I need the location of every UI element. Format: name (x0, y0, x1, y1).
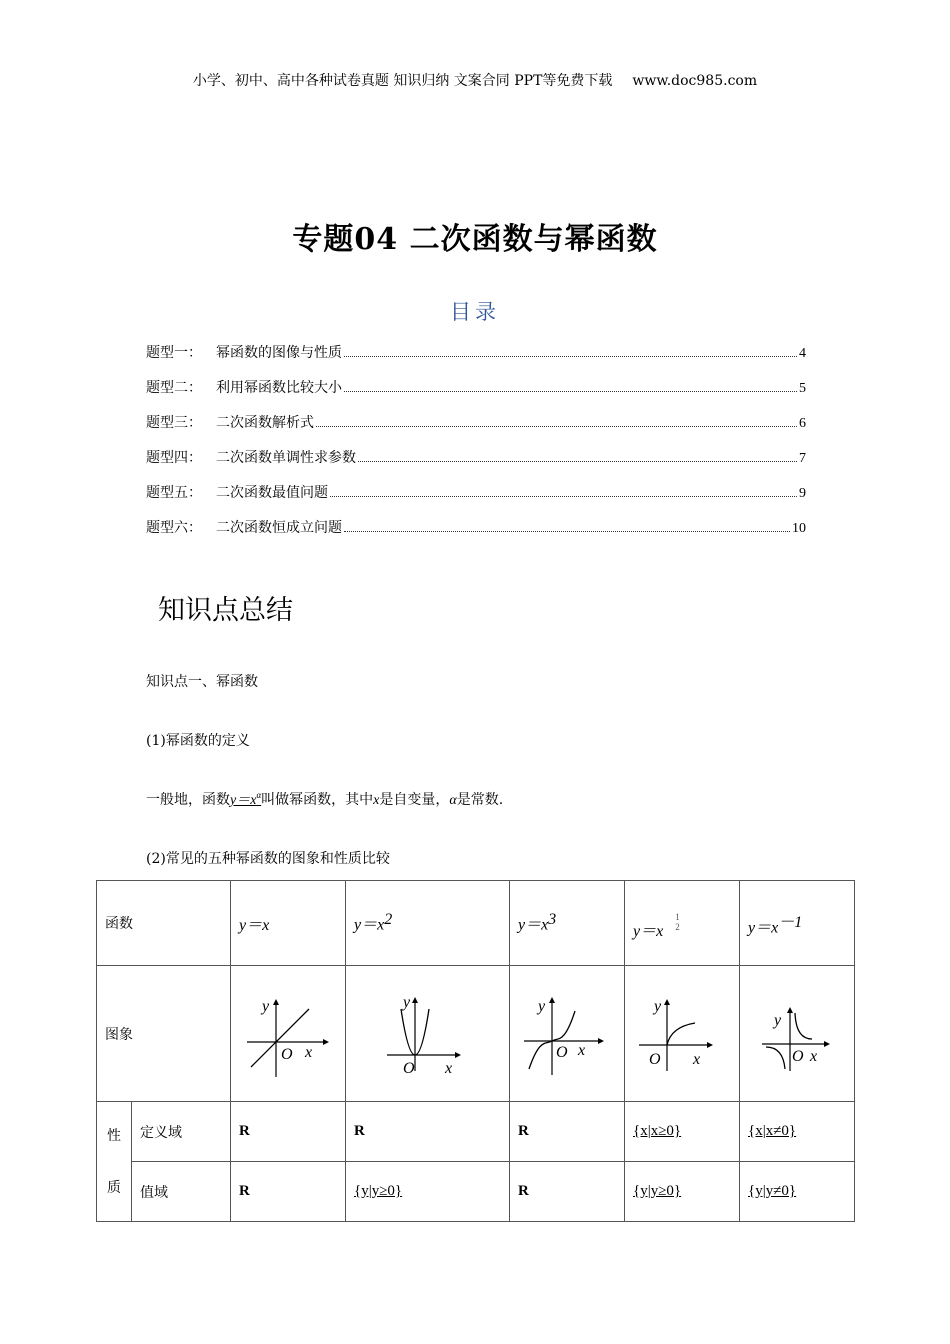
power-function-table (96, 880, 855, 1222)
toc-entry[interactable] (146, 410, 806, 432)
function-formula: y＝x (518, 916, 549, 934)
toc-entry-page: 9 (799, 486, 806, 501)
toc-entry[interactable] (146, 340, 806, 362)
domain-cell (510, 1102, 625, 1162)
exponent-numerator: 1 (675, 911, 680, 922)
domain-value: R (354, 1123, 365, 1139)
function-cell (346, 881, 510, 966)
domain-cell (231, 1102, 346, 1162)
toc-entry-name: 利用幂函数比较大小 (216, 380, 342, 396)
range-value: {y|y≥0} (354, 1183, 403, 1199)
toc-entry-name: 二次函数恒成立问题 (216, 520, 342, 536)
toc-entry-label: 题型一： (146, 345, 202, 361)
row-label-function: 函数 (97, 881, 231, 966)
toc-entry-label: 题型四： (146, 450, 202, 466)
function-exponent-fraction (675, 912, 680, 932)
function-exponent: 3 (548, 911, 557, 929)
axis-x-label: x (693, 1050, 701, 1068)
toc-entry-page: 10 (792, 521, 806, 536)
definition-text (146, 789, 503, 809)
toc-entry[interactable] (146, 515, 806, 537)
graph-linear (243, 989, 333, 1079)
axis-x-label: x (305, 1043, 313, 1061)
toc-entry[interactable] (146, 445, 806, 467)
table-row-function (97, 881, 855, 966)
toc-leader (344, 531, 790, 532)
function-formula: y＝x (748, 919, 779, 937)
range-value: {y|y≠0} (748, 1183, 797, 1199)
page-header (0, 70, 950, 90)
axis-y-label: y (538, 997, 546, 1015)
origin-label: O (649, 1050, 661, 1068)
toc-entry-page: 7 (799, 451, 806, 466)
section-title: 知识点总结 (158, 595, 293, 626)
toc-entry-label: 题型六： (146, 520, 202, 536)
range-cell (510, 1162, 625, 1222)
range-cell (740, 1162, 855, 1222)
def-mid2: 是自变量， (379, 792, 450, 808)
axis-y-label: y (654, 997, 662, 1015)
row-label-domain: 定义域 (132, 1102, 231, 1162)
def-alpha: α (449, 793, 457, 808)
function-cell (625, 881, 740, 966)
page-title: 专题04 二次函数与幂函数 (292, 222, 658, 257)
toc-entry-name: 幂函数的图像与性质 (216, 345, 342, 361)
def-formula (230, 792, 261, 808)
domain-value: {x|x≠0} (748, 1123, 797, 1139)
origin-label: O (402, 1059, 415, 1077)
toc-leader (344, 356, 797, 357)
table-row-range (97, 1162, 855, 1222)
toc-entry-name: 二次函数最值问题 (216, 485, 328, 501)
def-mid1: 叫做幂函数，其中 (261, 792, 374, 808)
toc-entry[interactable] (146, 480, 806, 502)
domain-value: R (518, 1123, 529, 1139)
origin-label: O (792, 1047, 804, 1065)
graph-cube (522, 989, 612, 1079)
function-formula: y＝x (239, 916, 270, 934)
definition-heading: (1)幂函数的定义 (146, 733, 250, 749)
function-cell (231, 881, 346, 966)
axis-x-label: x (810, 1047, 818, 1065)
toc-entry-label: 题型三： (146, 415, 202, 431)
origin-label: O (281, 1045, 293, 1063)
range-cell (231, 1162, 346, 1222)
def-suffix: 是常数. (456, 792, 504, 808)
axis-x-label: x (444, 1059, 452, 1077)
axis-y-label: y (402, 993, 410, 1011)
range-cell (346, 1162, 510, 1222)
toc-entry-page: 4 (799, 346, 806, 361)
row-label-range: 值域 (132, 1162, 231, 1222)
knowledge-point-heading: 知识点一、幂函数 (146, 674, 258, 690)
graph-cell (740, 966, 855, 1102)
axis-x-label: x (578, 1041, 586, 1059)
toc-entry[interactable] (146, 375, 806, 397)
toc-entry-label: 题型二： (146, 380, 202, 396)
table-row-domain (97, 1102, 855, 1162)
graph-cell (625, 966, 740, 1102)
header-text: 小学、初中、高中各种试卷真题 知识归纳 文案合同 PPT等免费下载 (192, 73, 613, 89)
row-label-property (97, 1102, 132, 1222)
domain-cell (346, 1102, 510, 1162)
toc-leader (344, 391, 797, 392)
function-formula: y＝x (633, 922, 664, 940)
graph-cell (510, 966, 625, 1102)
range-cell (625, 1162, 740, 1222)
graph-reciprocal (752, 989, 842, 1079)
domain-cell (625, 1102, 740, 1162)
def-formula-base: y＝x (230, 793, 257, 808)
domain-cell (740, 1102, 855, 1162)
toc-heading: 目录 (450, 300, 500, 324)
axis-y-label: y (774, 1011, 782, 1029)
function-exponent: 2 (384, 911, 393, 929)
toc-entry-label: 题型五： (146, 485, 202, 501)
function-exponent: －1 (778, 913, 803, 931)
def-formula-exp: α (256, 790, 262, 801)
graph-cell (231, 966, 346, 1102)
function-cell (740, 881, 855, 966)
range-value: {y|y≥0} (633, 1183, 682, 1199)
toc-entry-name: 二次函数解析式 (216, 415, 314, 431)
property-label: 性质 (107, 1127, 121, 1196)
function-cell (510, 881, 625, 966)
origin-label: O (556, 1043, 568, 1061)
table-row-graph (97, 966, 855, 1102)
range-value: R (239, 1183, 250, 1199)
toc-leader (316, 426, 797, 427)
comparison-heading: (2)常见的五种幂函数的图象和性质比较 (146, 851, 390, 867)
range-value: R (518, 1183, 529, 1199)
domain-value: {x|x≥0} (633, 1123, 682, 1139)
function-formula: y＝x (354, 916, 385, 934)
toc-leader (330, 496, 797, 497)
axis-y-label: y (262, 997, 270, 1015)
graph-cell (346, 966, 510, 1102)
toc-entry-name: 二次函数单调性求参数 (216, 450, 356, 466)
def-prefix: 一般地，函数 (146, 792, 230, 808)
def-x-var: x (373, 793, 380, 808)
toc-leader (358, 461, 797, 462)
row-label-graph: 图象 (97, 966, 231, 1102)
toc-entry-page: 6 (799, 416, 806, 431)
graph-square (383, 989, 473, 1079)
exponent-denominator: 2 (675, 921, 680, 932)
domain-value: R (239, 1123, 250, 1139)
graph-sqrt (637, 989, 727, 1079)
header-url[interactable]: www.doc985.com (632, 73, 758, 89)
toc-entry-page: 5 (799, 381, 806, 396)
